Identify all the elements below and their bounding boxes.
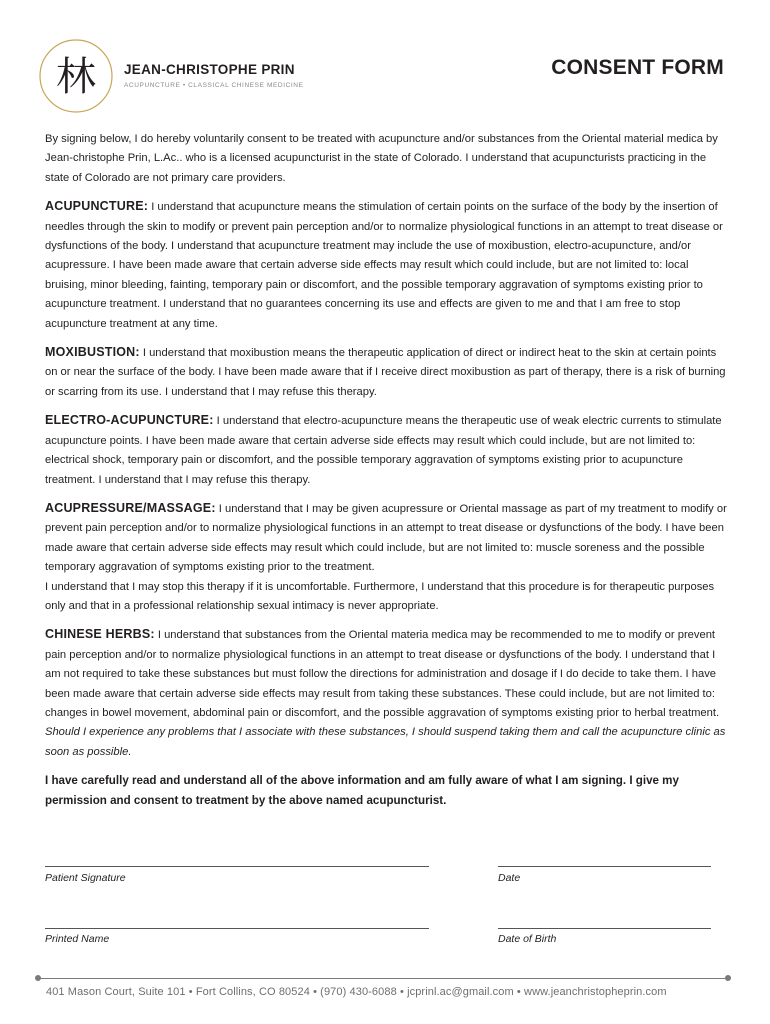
section-title: CHINESE HERBS: xyxy=(45,627,155,642)
date-line[interactable] xyxy=(498,866,711,867)
printed-name-line[interactable] xyxy=(45,928,429,929)
section-text: I understand that acupuncture means the stimulation of certain points on the surface of the body by the insertion of needles through the skin to modify or prevent pain perception and/or to normalize physiological functions in an attempt to treat disease or dysfunctions of the body. I understand that acupuncture treatment may include the use of moxibustion, electro-acupuncture, and/or acupressure. I have been made aware that certain adverse side effects may result which could include, but are not limited to: local bruising, minor bleeding, fainting, temporary pain or discomfort, and the possible temporary aggravation of symptoms existing prior to acupuncture treatment. I understand that no guarantees concerning its use and effects are given to me and that I am free to stop acupuncture treatment at any time. xyxy=(45,201,723,330)
logo-glyph: 林 xyxy=(56,54,96,100)
intro-paragraph: By signing below, I do hereby voluntarily consent to be treated with acupuncture and/or substances from the Oriental material medica by Jean-christophe Prin, L.Ac.. who is a licensed acupuncturist in the state of Colorado. I understand that acupuncturists practicing in the state of Colorado are not primary care providers. xyxy=(45,133,718,184)
section-text: I understand that I may be given acupressure or Oriental massage as part of my treatment to modify or prevent pain perception and/or to normalize physiological functions in an attempt to treat disease or dysfunctions of the body. I have been made aware that certain adverse side effects may result which could include, but are not limited to: muscle soreness and the possible temporary aggravation of symptoms existing prior to the treatment. xyxy=(45,502,727,574)
section-title: ACUPUNCTURE: xyxy=(45,199,149,214)
footer-divider-dot xyxy=(725,975,731,981)
section-text: I understand that electro-acupuncture means the therapeutic use of weak electric currents to stimulate acupuncture points. I have been made aware that certain adverse side effects may result which could include, but are not limited to: electrical shock, temporary pain or discomfort, and the possible temporary aggravation of symptoms existing prior to acupuncture treatment. I understand that I may refuse this therapy. xyxy=(45,415,722,486)
date-label: Date xyxy=(498,872,521,884)
footer-divider xyxy=(38,978,728,979)
footer-contact: 401 Mason Court, Suite 101 • Fort Collins, CO 80524 • (970) 430-6088 • jcprinl.ac@gmail.com • www.jeanchristopheprin.com xyxy=(46,986,667,998)
section-text: I understand that moxibustion means the therapeutic application of direct or indirect heat to the skin at certain points on or near the surface of the body. I have been made aware that if I receive direct moxibustion as part of therapy, there is a risk of burning or scarring from its use. I understand that I may refuse this therapy. xyxy=(45,347,726,398)
section-title: ACUPRESSURE/MASSAGE: xyxy=(45,500,216,515)
date-of-birth-label: Date of Birth xyxy=(498,933,557,945)
section-acupressure xyxy=(45,499,727,616)
section-title: MOXIBUSTION: xyxy=(45,345,140,360)
final-statement: I have carefully read and understand all of the above information and am fully aware of what I am signing. I give my permission and consent to treatment by the above named acupuncturist. xyxy=(45,774,679,808)
patient-signature-line[interactable] xyxy=(45,866,429,867)
form-title: CONSENT FORM xyxy=(551,56,724,79)
section-moxibustion xyxy=(45,343,727,402)
brand-name: JEAN-CHRISTOPHE PRIN xyxy=(124,62,295,77)
printed-name-label: Printed Name xyxy=(45,933,110,945)
brand-tagline: ACUPUNCTURE • CLASSICAL CHINESE MEDICINE xyxy=(124,82,304,89)
section-electro-acupuncture xyxy=(45,411,727,490)
footer-divider-dot xyxy=(35,975,41,981)
herbs-warning-note: Should I experience any problems that I associate with these substances, I should suspend taking them and call the acupuncture clinic as soon as possible. xyxy=(45,726,726,758)
section-text-2: I understand that I may stop this therapy if it is uncomfortable. Furthermore, I understand that this procedure is for therapeutic purposes only and that in a professional relationship sexual intimacy is never appropriate. xyxy=(45,580,715,612)
section-text: I understand that substances from the Oriental materia medica may be recommended to me to modify or prevent pain perception and/or to normalize physiological functions in an attempt to treat disease or dysfunctions of the body. I understand that I am not required to take these substances but must follow the directions for administration and dosage if I do decide to take them. I have been made aware that certain adverse side effects may result from taking these substances. These could include, but are not limited to: changes in bowel movement, abdominal pain or discomfort, and the possible aggravation of symptoms existing prior to herbal treatment. xyxy=(45,629,720,719)
logo-emblem xyxy=(38,38,114,114)
date-of-birth-line[interactable] xyxy=(498,928,711,929)
section-title: ELECTRO-ACUPUNCTURE: xyxy=(45,413,214,428)
form-body xyxy=(45,130,727,820)
patient-signature-label: Patient Signature xyxy=(45,872,126,884)
section-chinese-herbs xyxy=(45,625,727,762)
clinic-logo xyxy=(38,38,338,118)
section-acupuncture xyxy=(45,197,727,334)
